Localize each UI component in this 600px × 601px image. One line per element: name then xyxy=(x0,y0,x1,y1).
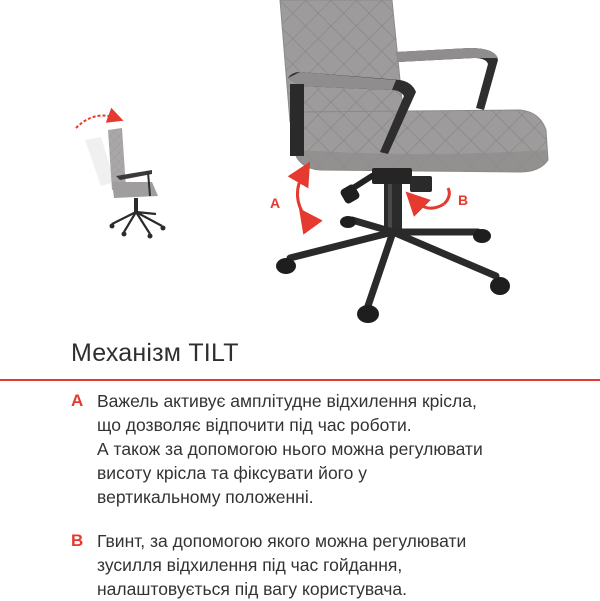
callout-label-a: A xyxy=(270,195,281,211)
feature-letter: B xyxy=(71,531,84,550)
small-chair-preview xyxy=(76,116,166,239)
feature-description: Гвинт, за допомогою якого можна регулювати зусилля відхилення під час гойдання, налаштовується під вагу користувача. xyxy=(97,531,467,599)
section-title: Механізм TILT xyxy=(71,339,239,367)
large-chair xyxy=(270,0,548,323)
callout-label-b: B xyxy=(458,192,469,208)
feature-letter: A xyxy=(71,391,84,410)
section-divider xyxy=(0,379,600,381)
feature-description: Важель активує амплітудне відхилення крісла, що дозволяє відпочити під час роботи. А також за допомогою нього можна регулювати висоту крісла та фіксувати його у вертикальному положенні. xyxy=(97,391,483,507)
